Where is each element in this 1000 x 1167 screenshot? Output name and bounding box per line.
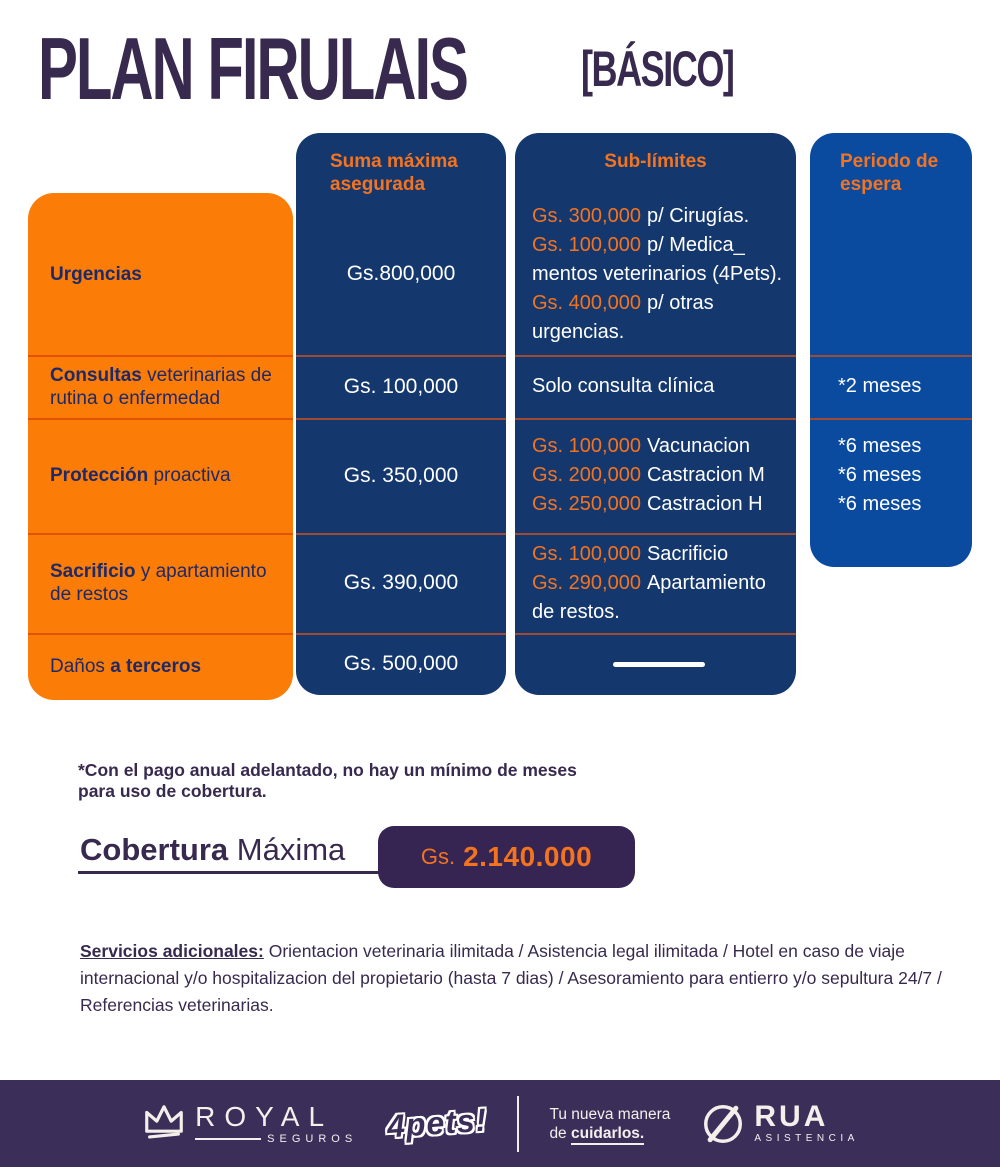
suma-proteccion: Gs. 350,000 bbox=[343, 463, 459, 487]
sublimit-text: p/ Cirugías. bbox=[646, 204, 750, 227]
sublimit-amount: Gs. 290,000 bbox=[532, 571, 641, 594]
sublimites-proteccion bbox=[515, 418, 796, 533]
cobertura-maxima-label bbox=[80, 832, 345, 868]
label-bold: a terceros bbox=[110, 656, 202, 677]
sublimit-text: Solo consulta clínica bbox=[532, 375, 715, 397]
cobertura-amount: 2.140.000 bbox=[463, 841, 593, 872]
tagline-line2 bbox=[549, 1124, 670, 1143]
royal-subrow bbox=[195, 1133, 357, 1145]
footer-bar bbox=[0, 1080, 1000, 1167]
empty-dash bbox=[613, 662, 705, 667]
crown-icon bbox=[141, 1101, 187, 1147]
sublimit-line bbox=[532, 202, 786, 231]
suma-maxima-header: Suma máxima asegurada bbox=[330, 151, 458, 195]
sublimit-amount: Gs. 100,000 bbox=[532, 435, 641, 457]
tagline-bold: cuidarlos. bbox=[571, 1125, 644, 1145]
tagline-line1: Tu nueva manera bbox=[549, 1105, 671, 1123]
coverage-labels-column bbox=[28, 193, 293, 700]
sublimit-amount: Gs. 400,000 bbox=[532, 291, 641, 314]
footer-divider bbox=[517, 1096, 519, 1152]
royal-rule bbox=[195, 1138, 261, 1140]
sublimit-amount: Gs. 300,000 bbox=[532, 204, 641, 227]
suma-consultas: Gs. 100,000 bbox=[343, 374, 459, 398]
espera-proteccion bbox=[810, 418, 972, 533]
suma-sacrificio: Gs. 390,000 bbox=[343, 571, 459, 594]
footer-tagline bbox=[549, 1105, 670, 1143]
sublimites-header: Sub-límites bbox=[604, 151, 707, 172]
sublimit-line bbox=[532, 372, 786, 401]
label-bold: Consultas bbox=[50, 364, 142, 386]
periodo-espera-column bbox=[810, 133, 972, 567]
espera-consultas bbox=[810, 355, 972, 418]
page-title bbox=[38, 19, 793, 118]
servicios-adicionales bbox=[80, 938, 960, 1019]
label-bold: Protección bbox=[50, 465, 149, 486]
row-label-sacrificio bbox=[28, 533, 293, 633]
sublimit-text: Sacrificio bbox=[646, 542, 729, 565]
sublimites-consultas bbox=[515, 355, 796, 418]
fourpets-logo: 4pets! bbox=[386, 1101, 489, 1145]
rua-globe-icon bbox=[700, 1101, 746, 1147]
sublimit-line bbox=[532, 569, 786, 627]
tagline-pre: de bbox=[549, 1124, 571, 1142]
suma-danos: Gs. 500,000 bbox=[343, 652, 459, 675]
espera-value: *2 meses bbox=[838, 375, 922, 397]
cobertura-bold: Cobertura bbox=[80, 832, 229, 867]
label-pre: Daños bbox=[50, 656, 111, 677]
servicios-label: Servicios adicionales: bbox=[80, 941, 264, 961]
sublimit-text: Castracion H bbox=[646, 493, 763, 515]
cobertura-maxima-badge bbox=[378, 826, 635, 888]
plan-name: PLAN FIRULAIS bbox=[38, 19, 467, 118]
row-label-consultas bbox=[28, 355, 293, 418]
sublimit-line bbox=[532, 289, 786, 347]
rua-name: RUA bbox=[754, 1100, 829, 1133]
sublimit-line bbox=[532, 540, 786, 569]
rua-asistencia-logo bbox=[700, 1101, 858, 1147]
sublimit-line bbox=[532, 490, 786, 519]
rua-sub: ASISTENCIA bbox=[754, 1133, 859, 1144]
sublimit-text: p/ otras urgencias. bbox=[532, 291, 714, 343]
royal-wordmark bbox=[195, 1100, 358, 1145]
sublimit-amount: Gs. 250,000 bbox=[532, 493, 641, 515]
sublimit-line bbox=[532, 231, 786, 289]
sublimit-text: p/ Medica_ mentos veterinarios (4Pets). bbox=[532, 233, 783, 285]
royal-name: ROYAL bbox=[195, 1100, 334, 1132]
suma-urgencias: Gs.800,000 bbox=[346, 262, 456, 285]
label-bold: Urgencias bbox=[50, 263, 142, 285]
sublimit-text: Castracion M bbox=[646, 464, 765, 486]
sublimit-line bbox=[532, 432, 786, 461]
espera-value: *6 meses bbox=[838, 435, 922, 457]
label-bold: Sacrificio bbox=[50, 561, 136, 582]
annual-payment-note: *Con el pago anual adelantado, no hay un mínimo de meses para uso de cobertura. bbox=[78, 760, 577, 801]
plan-tier: [BÁSICO] bbox=[580, 41, 734, 97]
royal-seguros-logo bbox=[141, 1101, 357, 1147]
servicios-text: Orientacion veterinaria ilimitada / Asistencia legal ilimitada / Hotel en caso de viaje internacional y/o hospitalizacion del propietario (hasta 7 dias) / Asesoramiento para entierro y/o sepultura 24/7 / Referencias veterinarias. bbox=[80, 941, 942, 1015]
sublimit-amount: Gs. 200,000 bbox=[532, 464, 641, 486]
row-label-danos bbox=[28, 633, 293, 700]
sublimites-sacrificio bbox=[515, 533, 796, 633]
cobertura-underline bbox=[78, 871, 428, 874]
label-rest: veterinarias de rutina o enfermedad bbox=[50, 364, 272, 409]
row-label-urgencias bbox=[28, 193, 293, 355]
rua-wordmark bbox=[754, 1100, 859, 1144]
sublimites-column bbox=[515, 133, 796, 695]
label-rest: proactiva bbox=[148, 465, 231, 486]
row-label-proteccion bbox=[28, 418, 293, 533]
sublimit-text: Apartamiento de restos. bbox=[532, 571, 766, 623]
label-rest: y apartamiento de restos bbox=[50, 561, 267, 605]
sublimites-danos bbox=[515, 633, 796, 695]
sublimit-amount: Gs. 100,000 bbox=[532, 233, 641, 256]
royal-sub: SEGUROS bbox=[267, 1132, 358, 1145]
cobertura-rest: Máxima bbox=[228, 832, 346, 867]
sublimites-urgencias bbox=[515, 193, 796, 355]
espera-value: *6 meses bbox=[838, 493, 922, 515]
sublimit-text: Vacunacion bbox=[646, 435, 751, 457]
sublimit-amount: Gs. 100,000 bbox=[532, 542, 641, 565]
currency-label: Gs. bbox=[420, 844, 456, 869]
espera-value: *6 meses bbox=[838, 464, 922, 486]
suma-maxima-column bbox=[296, 133, 506, 695]
sublimit-line bbox=[532, 461, 786, 490]
periodo-espera-header: Periodo de espera bbox=[840, 151, 939, 195]
